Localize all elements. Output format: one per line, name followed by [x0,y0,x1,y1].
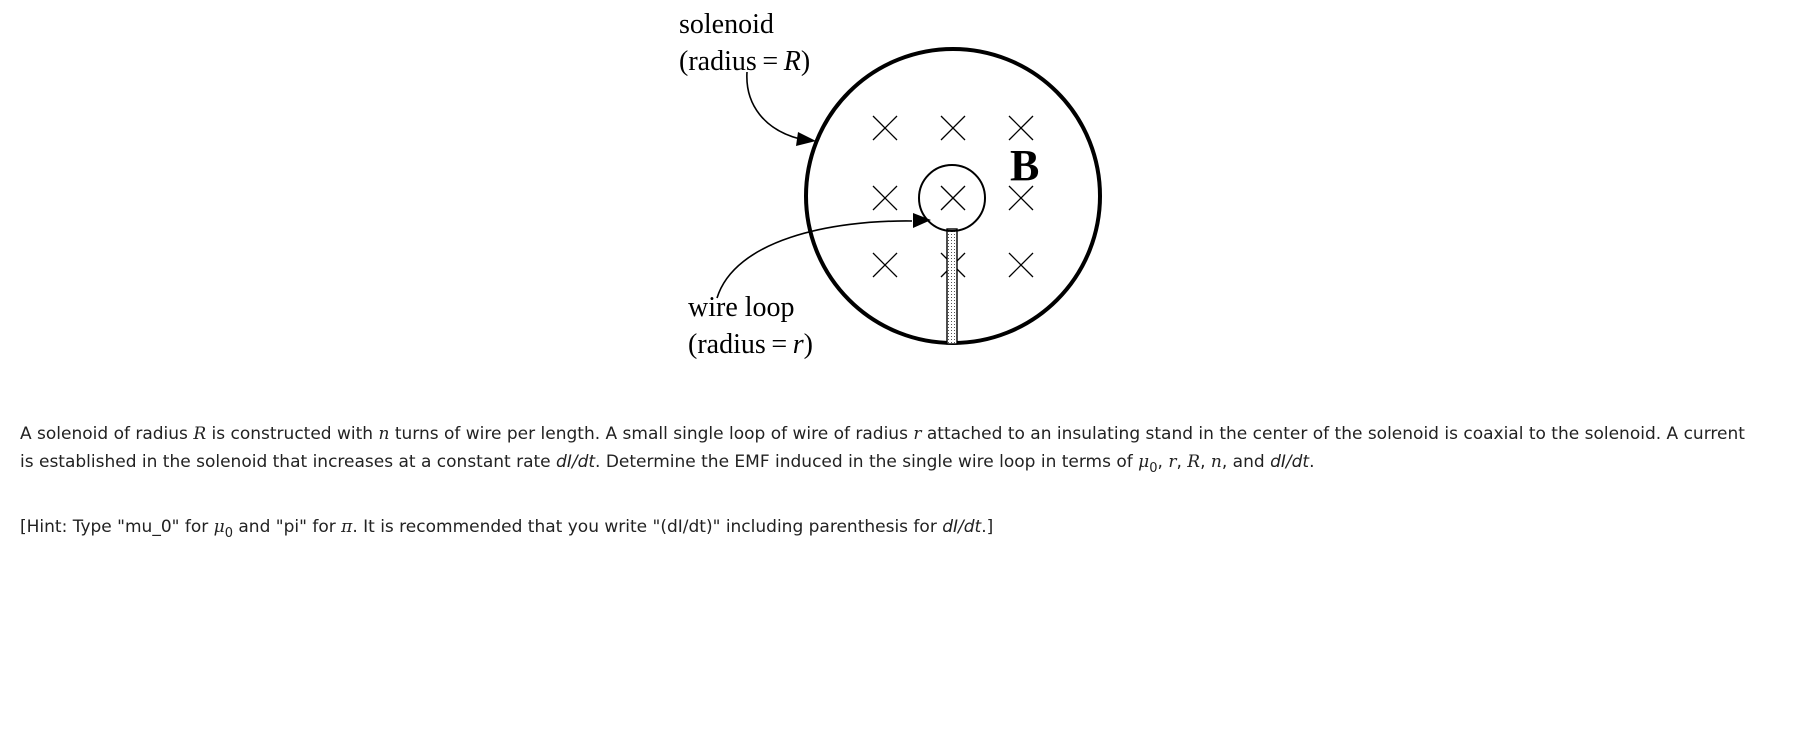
wire-arrowhead [913,213,931,228]
hint-text: [Hint: Type "mu_0" for $\mu_0$ and "pi" for π. It is recommended that you write "(dI/dt)" including parenthesis for dI/dt.] [20,517,994,541]
field-marker-x [873,186,897,210]
field-marker-x [1009,116,1033,140]
field-marker-x [941,186,965,210]
solenoid-arrowhead [796,132,816,146]
field-marker-x [941,116,965,140]
solenoid-label: solenoid [679,9,774,40]
wire-loop-circle [919,165,985,231]
solenoid-pointer-arrow [747,72,800,139]
wire-radius-label: (radius = r) [688,329,813,360]
field-marker-x [873,253,897,277]
field-marker-x [873,116,897,140]
field-marker-x [1009,253,1033,277]
insulating-stand [947,229,957,344]
field-label: B [1010,141,1040,190]
wire-pointer-arrow [717,221,912,298]
wire-loop-label: wire loop [688,292,795,323]
problem-statement: A solenoid of radius R is constructed with n turns of wire per length. A small single loop of wire of radius r attached to an insulating stand in the center of the solenoid is coaxial to the solenoid. A current is established in the solenoid that increases at a constant rate dI/dt. Determine the EMF induced in the single wire loop in terms of $\mu_0$, r, R, n, and dI/dt. [20,424,1745,476]
solenoid-radius-label: (radius = R) [679,46,811,77]
